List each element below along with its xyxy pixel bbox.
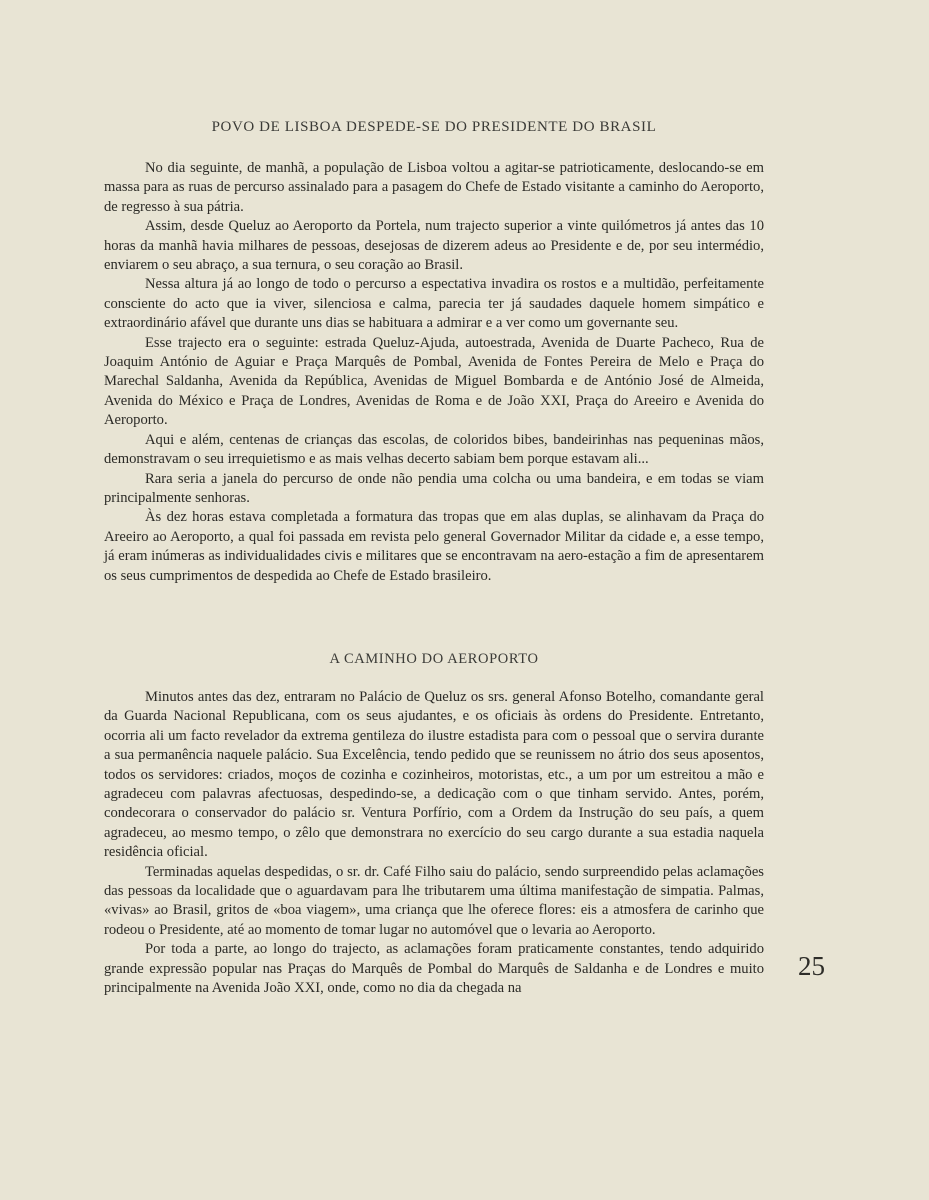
paragraph: Rara seria a janela do percurso de onde não pendia uma colcha ou uma bandeira, e em todas se viam principalmente senhoras. [104, 470, 764, 506]
section-1-body [104, 159, 764, 586]
paragraph: Assim, desde Queluz ao Aeroporto da Portela, num trajecto superior a vinte quilómetros já antes das 10 horas da manhã havia milhares de pessoas, desejosas de dizerem adeus ao Presidente e de, por seu intermédio, enviarem o seu abraço, a sua ternura, o seu coração ao Brasil. [104, 218, 764, 274]
paragraph: Às dez horas estava completada a formatura das tropas que em alas duplas, se alinhavam da Praça do Areeiro ao Aeroporto, a qual foi passada em revista pelo general Governador Militar da cidade e, a esse tempo, já eram inúmeras as individualidades civis e militares que se encontravam na aero-estação a fim de apresentarem os seus cumprimentos de despedida ao Chefe de Estado brasileiro. [104, 509, 764, 584]
paragraph: Minutos antes das dez, entraram no Palácio de Queluz os srs. general Afonso Botelho, comandante geral da Guarda Nacional Republicana, com os seus ajudantes, e os oficiais às ordens do Presidente. Entretanto, ocorria ali um facto revelador da extrema gentileza do ilustre estadista para com o pessoal que o servira durante a sua permanência naquele palácio. Sua Excelência, tendo pedido que se reunissem no átrio dos seus aposentos, todos os servidores: criados, moços de cozinha e cozinheiros, motoristas, etc., a um por um estreitou a mão e agradeceu com palavras afectuosas, despedindo-se, a dedicação com o que tinham servido. Antes, porém, condecorara o conservador do palácio sr. Ventura Porfírio, com a Ordem da Instrução do seu país, a quem agradeceu, ao mesmo tempo, o zêlo que demonstrara no exercício do seu cargo durante a sua estadia naquela residência oficial. [104, 689, 764, 861]
section-heading: A CAMINHO DO AEROPORTO [329, 651, 539, 667]
paragraph: Nessa altura já ao longo de todo o percurso a espectativa invadira os rostos e a multidão, perfeitamente consciente do acto que ia viver, silenciosa e calma, parecia ter já saudades daquele homem simpático e extraordinário afável que durante uns dias se habituara a admirar e a ver como um governante seu. [104, 276, 764, 332]
page-number: 25 [798, 951, 825, 981]
section-2-body [104, 688, 764, 999]
paragraph: Terminadas aquelas despedidas, o sr. dr. Café Filho saiu do palácio, sendo surpreendido pelas aclamações das pessoas da localidade que o aguardavam para lhe tributarem uma última manifestação de simpatia. Palmas, «vivas» ao Brasil, gritos de «boa viagem», uma criança que lhe oferece flores: eis a atmosfera de carinho que rodeou o Presidente, até ao momento de tomar lugar no automóvel que o levaria ao Aeroporto. [104, 863, 764, 938]
paragraph: Aqui e além, centenas de crianças das escolas, de coloridos bibes, bandeirinhas nas pequeninas mãos, demonstravam o seu irrequietismo e as mais velhas decerto sabiam bem porque estavam ali... [104, 431, 764, 468]
running-head: POVO DE LISBOA DESPEDE-SE DO PRESIDENTE DO BRASIL [211, 119, 657, 135]
paragraph: Por toda a parte, ao longo do trajecto, as aclamações foram praticamente constantes, tendo adquirido grande expressão popular nas Praças do Marquês de Pombal do Marquês de Saldanha e de Londres e muito principalmente na Avenida João XXI, onde, como no dia da chegada na [104, 941, 764, 997]
paragraph: No dia seguinte, de manhã, a população de Lisboa voltou a agitar-se patrioticamente, deslocando-se em massa para as ruas de percurso assinalado para a pasagem do Chefe de Estado visitante a caminho do Aeroporto, de regresso à sua pátria. [104, 160, 764, 215]
paragraph: Esse trajecto era o seguinte: estrada Queluz-Ajuda, autoestrada, Avenida de Duarte Pacheco, Rua de Joaquim António de Aguiar e Praça Marquês de Pombal, Avenida de Fontes Pereira de Melo e Praça do Marechal Saldanha, Avenida da República, Avenidas de Miguel Bombarda e de António José de Almeida, Avenida do México e Praça de Londres, Avenidas de Roma e de João XXI, Praça do Areeiro e Avenida do Aeroporto. [104, 334, 764, 429]
